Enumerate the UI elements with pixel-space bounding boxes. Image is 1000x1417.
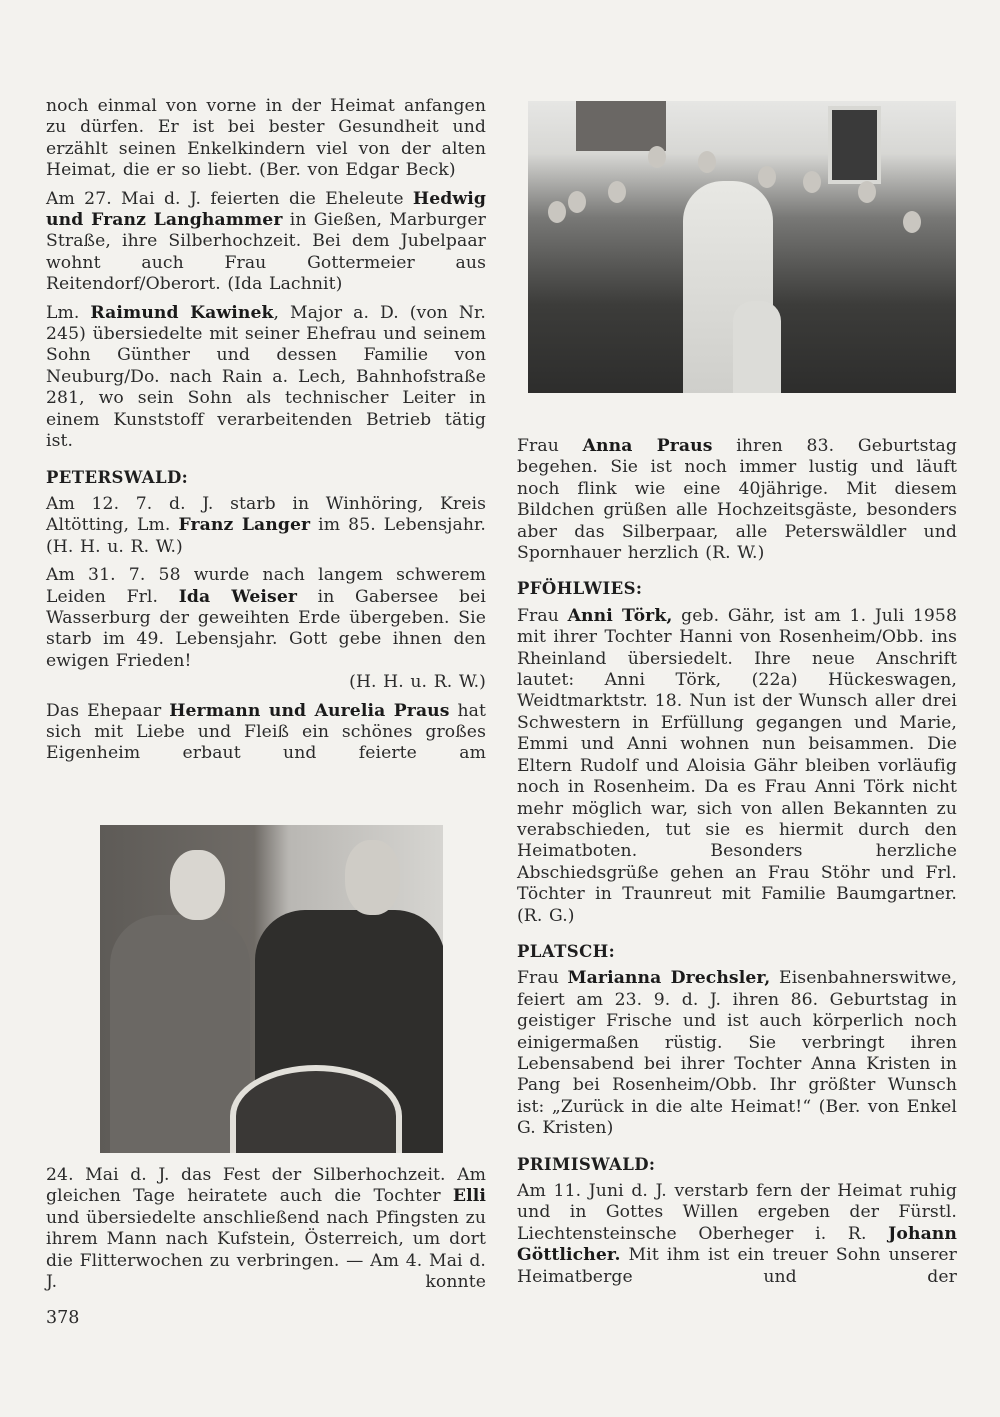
paragraph-drechsler	[517, 968, 957, 1139]
text: Frau	[517, 605, 568, 626]
text: Lm.	[46, 302, 91, 323]
left-column-bottom	[46, 1165, 486, 1300]
name-kawinek: Raimund Kawinek	[90, 302, 274, 323]
paragraph-toerk	[517, 606, 957, 927]
photo-guest-face	[608, 181, 626, 203]
left-column	[46, 96, 486, 772]
name-goettlicher: Johann Göttlicher.	[517, 1223, 957, 1266]
photo-child	[733, 301, 781, 393]
paragraph-kawinek	[46, 303, 486, 453]
photo-guest-face	[858, 181, 876, 203]
photo-window	[828, 106, 881, 184]
text: in Gießen, Marburger Straße, ihre Silberhochzeit. Bei dem Jubelpaar wohnt auch Frau Gottermeier aus Reitendorf/Oberort. (Ida Lachnit)	[46, 210, 486, 295]
name-praus: Hermann und Aurelia Praus	[169, 700, 450, 721]
text: Mit ihm ist ein treuer Sohn unserer Heimatberge und der	[517, 1245, 957, 1287]
photo-guest-face	[803, 171, 821, 193]
text: Am 11. Juni d. J. verstarb fern der Heimat ruhig und in Gottes Willen ergeben der Fürstl. Liechtensteinsche Oberheger i. R.	[517, 1181, 957, 1244]
text: ihren 83. Geburtstag begehen. Sie ist noch immer lustig und läuft noch flink wie eine 40jährige. Mit diesem Bildchen grüßen alle Hochzeitsgäste, besonders aber das Silberpaar, alle Peterswäldler und Spornhauer herzlich (R. W.)	[517, 436, 957, 564]
text: im 85. Lebensjahr. (H. H. u. R. W.)	[46, 515, 486, 557]
photo-guest-face	[758, 166, 776, 188]
heading-pfoehlwies: PFÖHLWIES:	[517, 579, 643, 599]
text: , Major a. D. (von Nr. 245) übersiedelte mit seiner Ehefrau und seinem Sohn Günther und dessen Familie von Neuburg/Do. nach Rain a. Lech, Bahnhofstraße 281, wo sein Sohn als technischer Leiter in einem Kunststoff verarbeitenden Betrieb tätig ist.	[46, 302, 486, 452]
text: Frau	[517, 436, 583, 456]
photo-guest-face	[568, 191, 586, 213]
text: geb. Gähr, ist am 1. Juli 1958 mit ihrer Tochter Hanni von Rosenheim/Obb. ins Rheinland übersiedelt. Ihre neue Anschrift lautet: Anni Törk, (22a) Hückeswagen, Weidtmarktstr. 18. Nun ist der Wunsch aller drei Schwestern in Erfüllung gegangen und Marie, Emmi und Anni wohnen nun beisammen. Die Eltern Rudolf und Aloisia Gähr bleiben vorläufig noch in Rosenheim. Da es Frau Anni Törk nicht mehr möglich war, sich von allen Bekannten zu verabschieden, tut sie es hiermit durch den Heimatboten. Besonders herzliche Abschiedsgrüße gehen an Frau Stöhr und Frl. Töchter in Traunreut mit Familie Baumgartner. (R. G.)	[517, 605, 958, 926]
name-langer: Franz Langer	[178, 515, 311, 536]
silver-wedding-couple-photo	[100, 825, 443, 1153]
paragraph-praus	[46, 701, 486, 765]
text: Am 12. 7. d. J. starb in Winhöring, Kreis Altötting, Lm.	[46, 493, 486, 536]
name-langhammer: Hedwig und Franz Langhammer	[46, 188, 486, 231]
text: Am 27. Mai d. J. feierten die Eheleute	[46, 188, 413, 209]
photo-guest-face	[903, 211, 921, 233]
wedding-group-photo	[528, 101, 956, 393]
paragraph-langhammer	[46, 189, 486, 296]
name-elli: Elli	[452, 1186, 486, 1207]
photo-door	[576, 101, 666, 151]
name-drechsler: Marianna Drechsler,	[567, 968, 771, 989]
name-toerk: Anni Törk,	[567, 605, 673, 626]
photo-man-face	[345, 840, 400, 915]
signature-weiser: (H. H. u. R. W.)	[349, 672, 486, 693]
text: 24. Mai d. J. das Fest der Silberhochzeit. Am gleichen Tage heiratete auch die Tochter	[46, 1165, 486, 1207]
text: Frau	[517, 968, 568, 989]
right-column	[517, 436, 957, 1295]
photo-guest-face	[698, 151, 716, 173]
photo-guest-face	[548, 201, 566, 223]
paragraph-goettlicher	[517, 1181, 957, 1288]
heading-primiswald: PRIMISWALD:	[517, 1154, 656, 1174]
paragraph-praus-continued	[46, 1165, 486, 1293]
text: und übersiedelte anschließend nach Pfingsten zu ihrem Mann nach Kufstein, Österreich, um dort die Flitterwochen zu verbringen. — Am 4. Mai d. J. konnte	[46, 1207, 486, 1293]
photo-woman-face	[170, 850, 225, 920]
name-anna-praus: Anna Praus	[582, 436, 713, 456]
heading-platsch: PLATSCH:	[517, 941, 616, 961]
paragraph-beck-report: noch einmal von vorne in der Heimat anfangen zu dürfen. Er ist bei bester Gesundheit und erzählt seinen Enkelkindern viel von der alten Heimat, die er so liebt. (Ber. von Edgar Beck)	[46, 96, 486, 181]
page-number: 378	[46, 1308, 80, 1328]
text: hat sich mit Liebe und Fleiß ein schönes großes Eigenheim erbaut und feierte am	[46, 700, 487, 764]
text: in Gabersee bei Wasserburg der geweihten Erde übergeben. Sie starb im 49. Lebensjahr. Gott gebe ihnen den ewigen Frieden!	[46, 586, 486, 671]
paragraph-langer	[46, 494, 486, 558]
name-weiser: Ida Weiser	[178, 586, 298, 607]
paragraph-weiser	[46, 565, 486, 672]
text: Das Ehepaar	[46, 700, 170, 721]
photo-woman	[110, 915, 250, 1153]
photo-guest-face	[648, 146, 666, 168]
heading-peterswald: PETERSWALD:	[46, 467, 189, 487]
text: Eisenbahnerswitwe, feiert am 23. 9. d. J. ihren 86. Geburtstag in geistiger Frische und ist auch körperlich noch einigermaßen rüstig. Sie verbringt ihren Lebensabend bei ihrer Tochter Anna Kristen in Pang bei Rosenheim/Obb. Ihr größter Wunsch ist: „Zurück in die alte Heimat!“ (Ber. von Enkel G. Kristen)	[517, 968, 958, 1139]
paragraph-anna-praus	[517, 436, 957, 564]
text: Am 31. 7. 58 wurde nach langem schwerem Leiden Frl.	[46, 565, 486, 607]
